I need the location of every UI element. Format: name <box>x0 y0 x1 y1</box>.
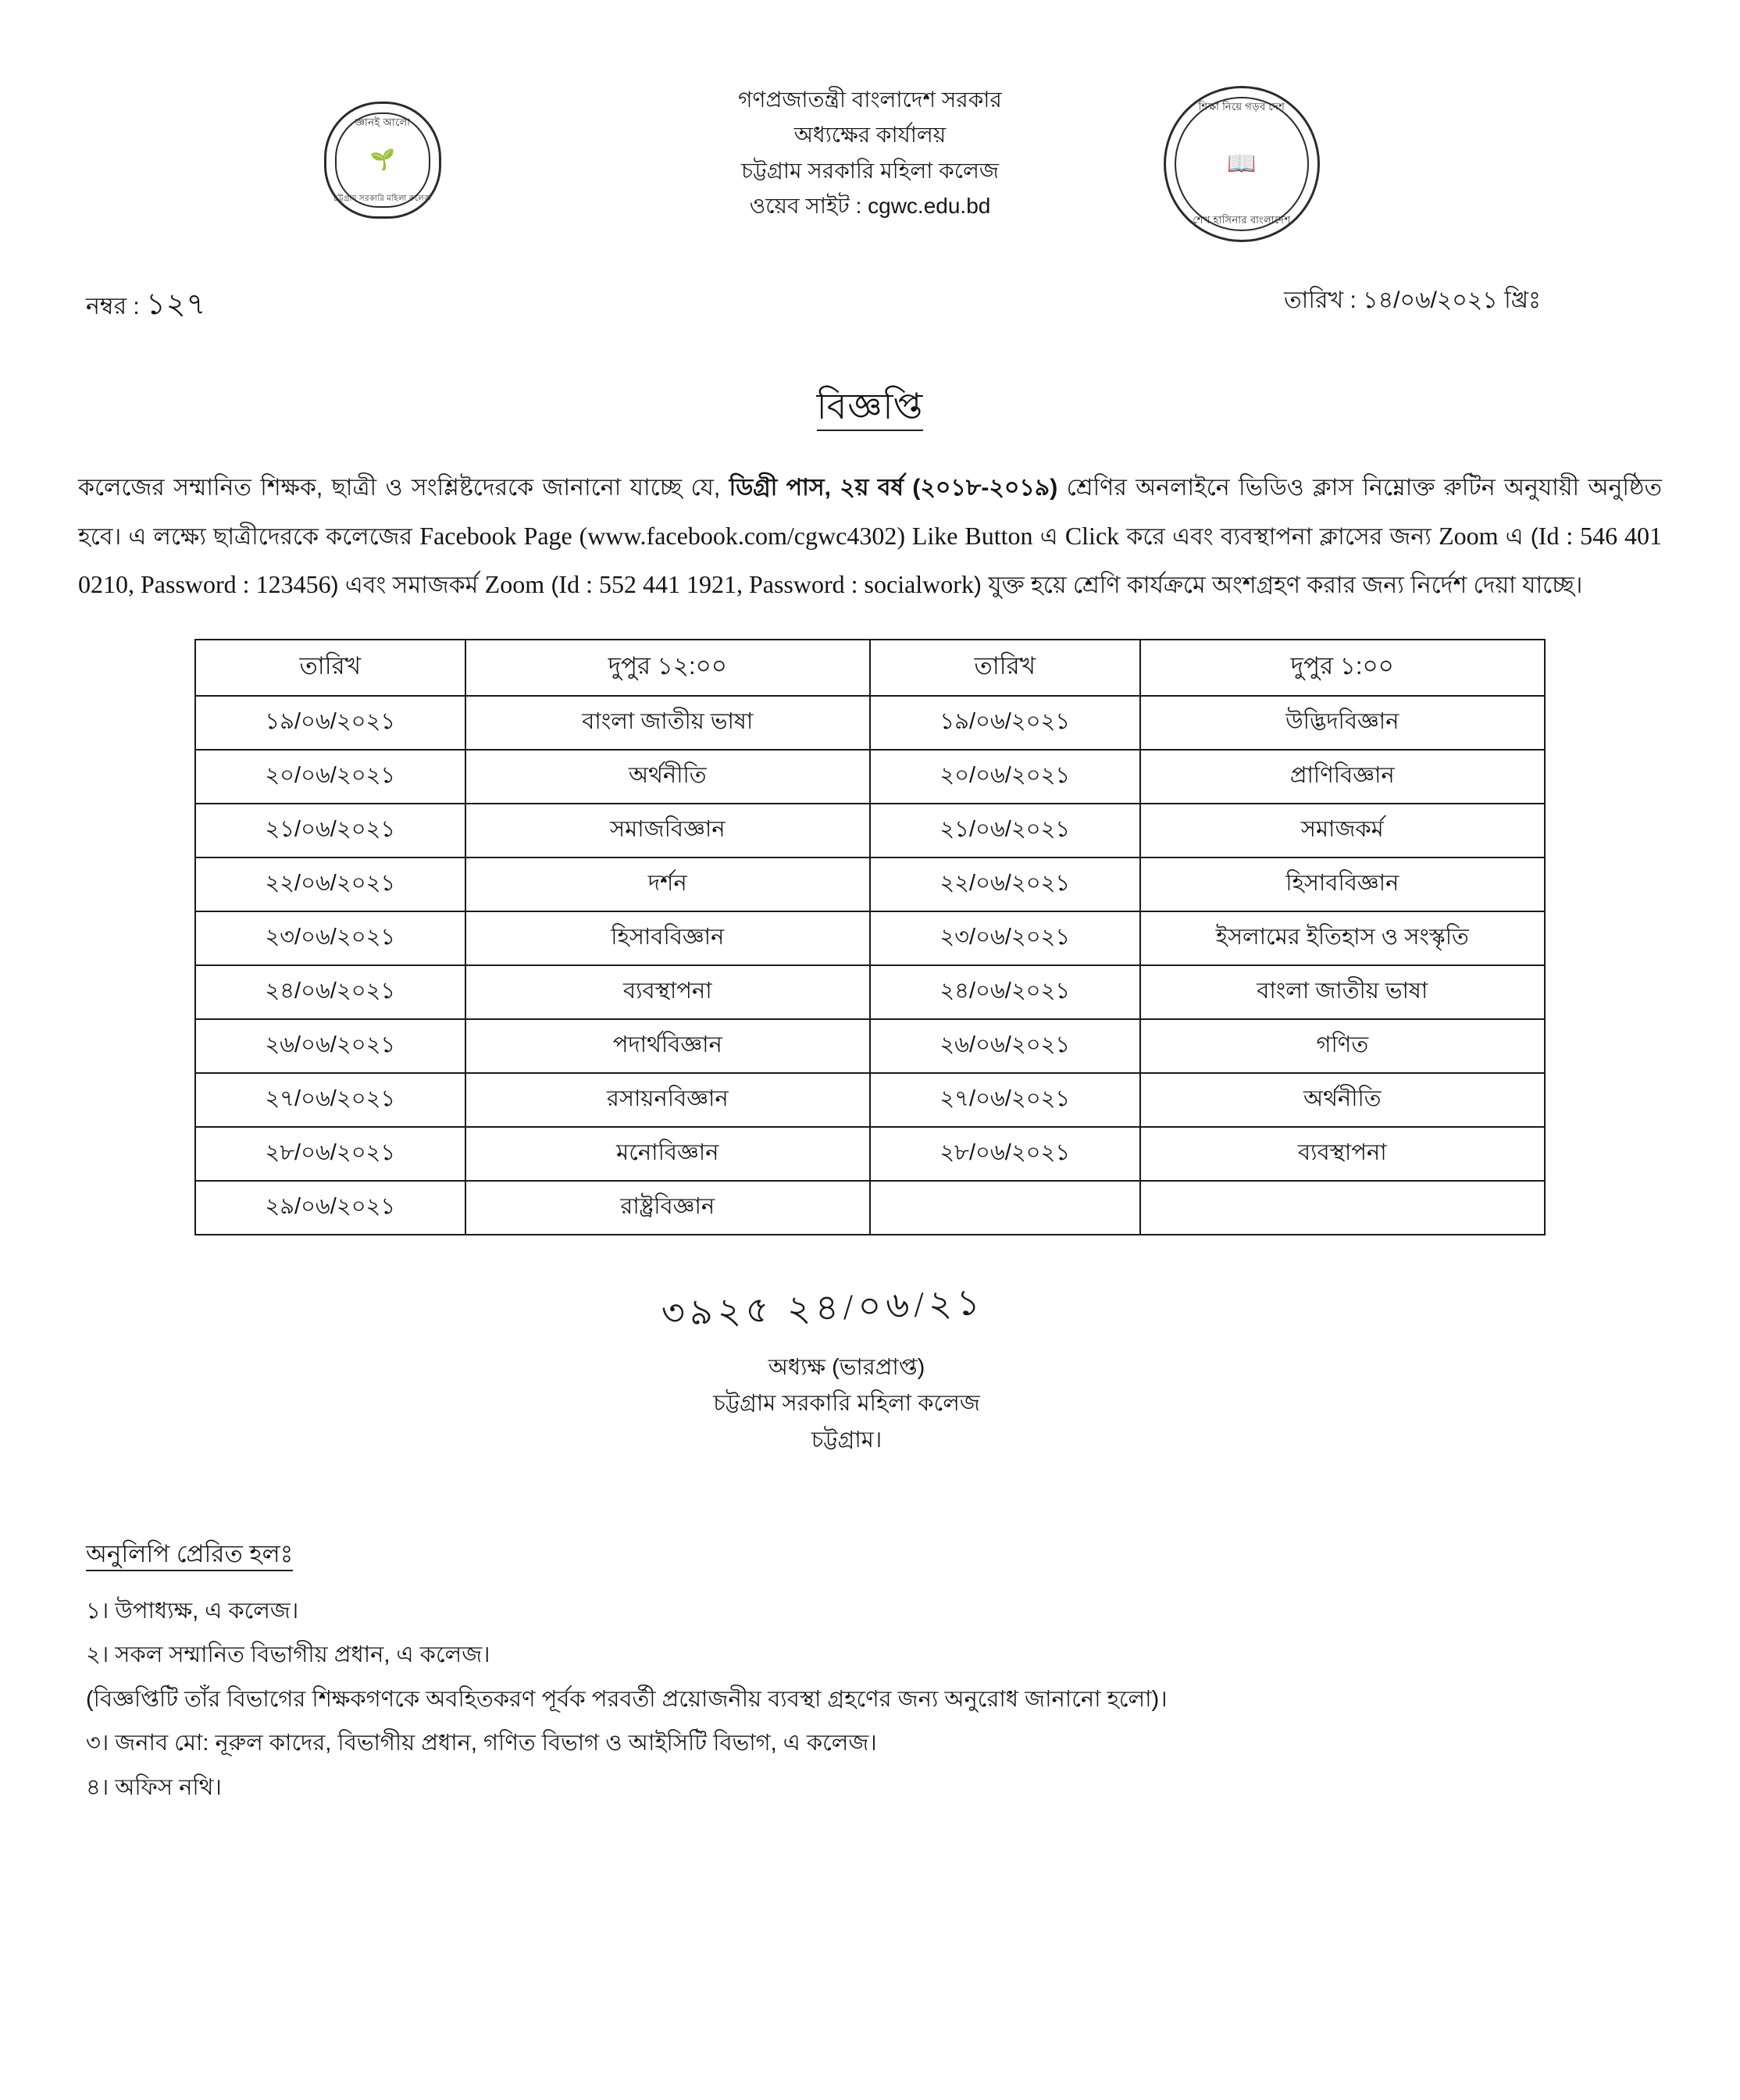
copy-to-block <box>86 1531 1740 1809</box>
cell-subject-1: ব্যবস্থাপনা <box>465 965 870 1019</box>
header-line-website: ওয়েব সাইট : cgwc.edu.bd <box>749 194 991 219</box>
cell-subject-2: অর্থনীতি <box>1140 1073 1545 1127</box>
header-line-office: অধ্যক্ষের কার্যালয় <box>793 123 947 148</box>
memo-number-value: ১২৭ <box>146 288 207 321</box>
memo-number <box>86 281 206 331</box>
cell-subject-2: হিসাববিজ্ঞান <box>1140 857 1545 911</box>
table-row <box>195 804 1545 857</box>
copy-to-item-1: ১। উপাধ্যক্ষ, এ কলেজ। <box>86 1598 299 1624</box>
college-seal-top-text: জ্ঞানই আলো <box>355 116 411 128</box>
para-zoom-word-2: Zoom <box>484 570 545 598</box>
column-header-date-1: তারিখ <box>195 640 465 696</box>
govt-seal-bottom-text: শেখ হাসিনার বাংলাদেশ <box>1193 214 1291 226</box>
copy-to-title <box>86 1531 1740 1578</box>
memo-number-label: নম্বর : <box>86 294 140 319</box>
college-seal-bottom-text: চট্টগ্রাম সরকারি মহিলা কলেজ <box>333 194 432 203</box>
cell-subject-1: রসায়নবিজ্ঞান <box>465 1073 870 1127</box>
cell-subject-2 <box>1140 1181 1545 1235</box>
para-facebook-link: Facebook Page (www.facebook.com/cgwc4302) Like Button <box>419 521 1033 550</box>
cell-date-1: ২৮/০৬/২০২১ <box>195 1127 465 1181</box>
cell-subject-1: বাংলা জাতীয় ভাষা <box>465 696 870 750</box>
cell-subject-2: সমাজকর্ম <box>1140 804 1545 857</box>
column-header-noon-1: দুপুর ১:০০ <box>1140 640 1545 696</box>
cell-subject-1: রাষ্ট্রবিজ্ঞান <box>465 1181 870 1235</box>
page-title <box>0 380 1740 439</box>
cell-date-2: ২২/০৬/২০২১ <box>870 857 1140 911</box>
table-row <box>195 911 1545 965</box>
column-header-noon-12: দুপুর ১২:০০ <box>465 640 870 696</box>
cell-date-2: ২১/০৬/২০২১ <box>870 804 1140 857</box>
para-zoom-credentials-1: Id : 546 401 0210, Password : 123456 <box>78 521 1663 598</box>
cell-subject-2: ব্যবস্থাপনা <box>1140 1127 1545 1181</box>
cell-subject-1: মনোবিজ্ঞান <box>465 1127 870 1181</box>
cell-date-1: ২২/০৬/২০২১ <box>195 857 465 911</box>
signatory-institution: চট্টগ্রাম সরকারি মহিলা কলেজ <box>713 1391 980 1417</box>
para-zoom-credentials-2: Id : 552 441 1921, Password : socialwork <box>558 570 974 598</box>
memo-date-value: ১৪/০৬/২০২১ খ্রিঃ <box>1363 287 1541 313</box>
cell-subject-2: বাংলা জাতীয় ভাষা <box>1140 965 1545 1019</box>
cell-date-1: ২৯/০৬/২০২১ <box>195 1181 465 1235</box>
routine-table-wrapper <box>194 639 1546 1235</box>
college-seal-emblem: 🌱 <box>369 148 396 171</box>
para-part-8: ) যুক্ত হয়ে শ্রেণি কার্যক্রমে অংশগ্রহণ করার জন্য নির্দেশ দেয়া যাচ্ছে। <box>973 572 1583 598</box>
signatory-city: চট্টগ্রাম। <box>811 1428 882 1453</box>
handwritten-signature: ৩৯২৫ ২৪/০৬/২১ <box>661 1282 986 1333</box>
para-class-name: ডিগ্রী পাস, ২য় বর্ষ (২০১৮-২০১৯) <box>729 475 1058 501</box>
cell-date-1: ২৬/০৬/২০২১ <box>195 1019 465 1073</box>
cell-subject-1: পদার্থবিজ্ঞান <box>465 1019 870 1073</box>
cell-subject-1: দর্শন <box>465 857 870 911</box>
cell-subject-2: ইসলামের ইতিহাস ও সংস্কৃতি <box>1140 911 1545 965</box>
copy-to-item-4: ৪। অফিস নথি। <box>86 1775 222 1801</box>
book-icon: 📖 <box>1227 151 1257 176</box>
cell-subject-1: অর্থনীতি <box>465 750 870 804</box>
header-line-government: গণপ্রজাতন্ত্রী বাংলাদেশ সরকার <box>738 87 1002 112</box>
table-row <box>195 1073 1545 1127</box>
notice-paragraph <box>78 465 1662 609</box>
memo-date-label: তারিখ : <box>1284 287 1357 313</box>
header-line-college: চট্টগ্রাম সরকারি মহিলা কলেজ <box>741 158 999 183</box>
table-row <box>195 750 1545 804</box>
copy-to-item-3: ৩। জনাব মো: নূরুল কাদের, বিভাগীয় প্রধান, গণিত বিভাগ ও আইসিটি বিভাগ, এ কলেজ। <box>86 1731 877 1756</box>
para-part-4: করে এবং ব্যবস্থাপনা ক্লাসের জন্য <box>1119 523 1439 550</box>
para-part-6: ) এবং সমাজকর্ম <box>330 572 485 598</box>
table-row <box>195 1019 1545 1073</box>
cell-date-2: ২৬/০৬/২০২১ <box>870 1019 1140 1073</box>
table-row <box>195 965 1545 1019</box>
para-part-5: এ ( <box>1498 523 1539 550</box>
cell-date-1: ২৪/০৬/২০২১ <box>195 965 465 1019</box>
page-title-text: বিজ্ঞপ্তি <box>817 386 924 431</box>
cell-date-2: ২৩/০৬/২০২১ <box>870 911 1140 965</box>
cell-subject-1: হিসাববিজ্ঞান <box>465 911 870 965</box>
cell-date-2: ২০/০৬/২০২১ <box>870 750 1140 804</box>
cell-date-2: ২৪/০৬/২০২১ <box>870 965 1140 1019</box>
para-click-word: Click <box>1064 521 1120 550</box>
table-header-row <box>195 640 1545 696</box>
copy-to-title-text: অনুলিপি প্রেরিত হলঃ <box>86 1540 293 1571</box>
memo-meta-row <box>0 281 1740 344</box>
cell-date-1: ২৩/০৬/২০২১ <box>195 911 465 965</box>
cell-date-1: ২১/০৬/২০২১ <box>195 804 465 857</box>
table-row <box>195 696 1545 750</box>
cell-date-1: ২৭/০৬/২০২১ <box>195 1073 465 1127</box>
table-row <box>195 1181 1545 1235</box>
signature-block <box>0 1281 1740 1460</box>
para-part-7: ( <box>544 572 559 598</box>
cell-date-2: ১৯/০৬/২০২১ <box>870 696 1140 750</box>
memo-date <box>1284 281 1541 321</box>
copy-to-item-note: (বিজ্ঞপ্তিটি তাঁর বিভাগের শিক্ষকগণকে অবহিতকরণ পূর্বক পরবর্তী প্রয়োজনীয় ব্যবস্থা গ্রহণের জন্য অনুরোধ জানানো হলো)। <box>86 1686 1168 1712</box>
para-zoom-word-1: Zoom <box>1439 521 1499 550</box>
cell-date-2: ২৭/০৬/২০২১ <box>870 1073 1140 1127</box>
table-row <box>195 857 1545 911</box>
cell-date-1: ২০/০৬/২০২১ <box>195 750 465 804</box>
routine-table <box>194 639 1546 1235</box>
cell-subject-1: সমাজবিজ্ঞান <box>465 804 870 857</box>
para-part-2: শ্রেণির অনলাইনে ভিডিও ক্লাস নিম্নোক্ত রুটিন অনুযায়ী অনুষ্ঠিত হবে। এ লক্ষ্যে ছাত্রীদেরকে কলেজের <box>78 475 1662 550</box>
cell-date-2: ২৮/০৬/২০২১ <box>870 1127 1140 1181</box>
cell-date-2 <box>870 1181 1140 1235</box>
column-header-date-2: তারিখ <box>870 640 1140 696</box>
para-part-1: কলেজের সম্মানিত শিক্ষক, ছাত্রী ও সংশ্লিষ্টদেরকে জানানো যাচ্ছে যে, <box>78 475 729 501</box>
cell-subject-2: উদ্ভিদবিজ্ঞান <box>1140 696 1545 750</box>
para-part-3: এ <box>1032 523 1065 550</box>
document-header <box>0 0 1740 281</box>
govt-seal-top-text: শিক্ষা নিয়ে গড়ব দেশ <box>1198 101 1285 112</box>
cell-subject-2: গণিত <box>1140 1019 1545 1073</box>
copy-to-item-2: ২। সকল সম্মানিত বিভাগীয় প্রধান, এ কলেজ। <box>86 1642 490 1668</box>
cell-date-1: ১৯/০৬/২০২১ <box>195 696 465 750</box>
header-title-block <box>0 82 1740 223</box>
signatory-designation: অধ্যক্ষ (ভারপ্রাপ্ত) <box>768 1354 925 1380</box>
signature-lines <box>0 1349 1740 1460</box>
table-row <box>195 1127 1545 1181</box>
cell-subject-2: প্রাণিবিজ্ঞান <box>1140 750 1545 804</box>
